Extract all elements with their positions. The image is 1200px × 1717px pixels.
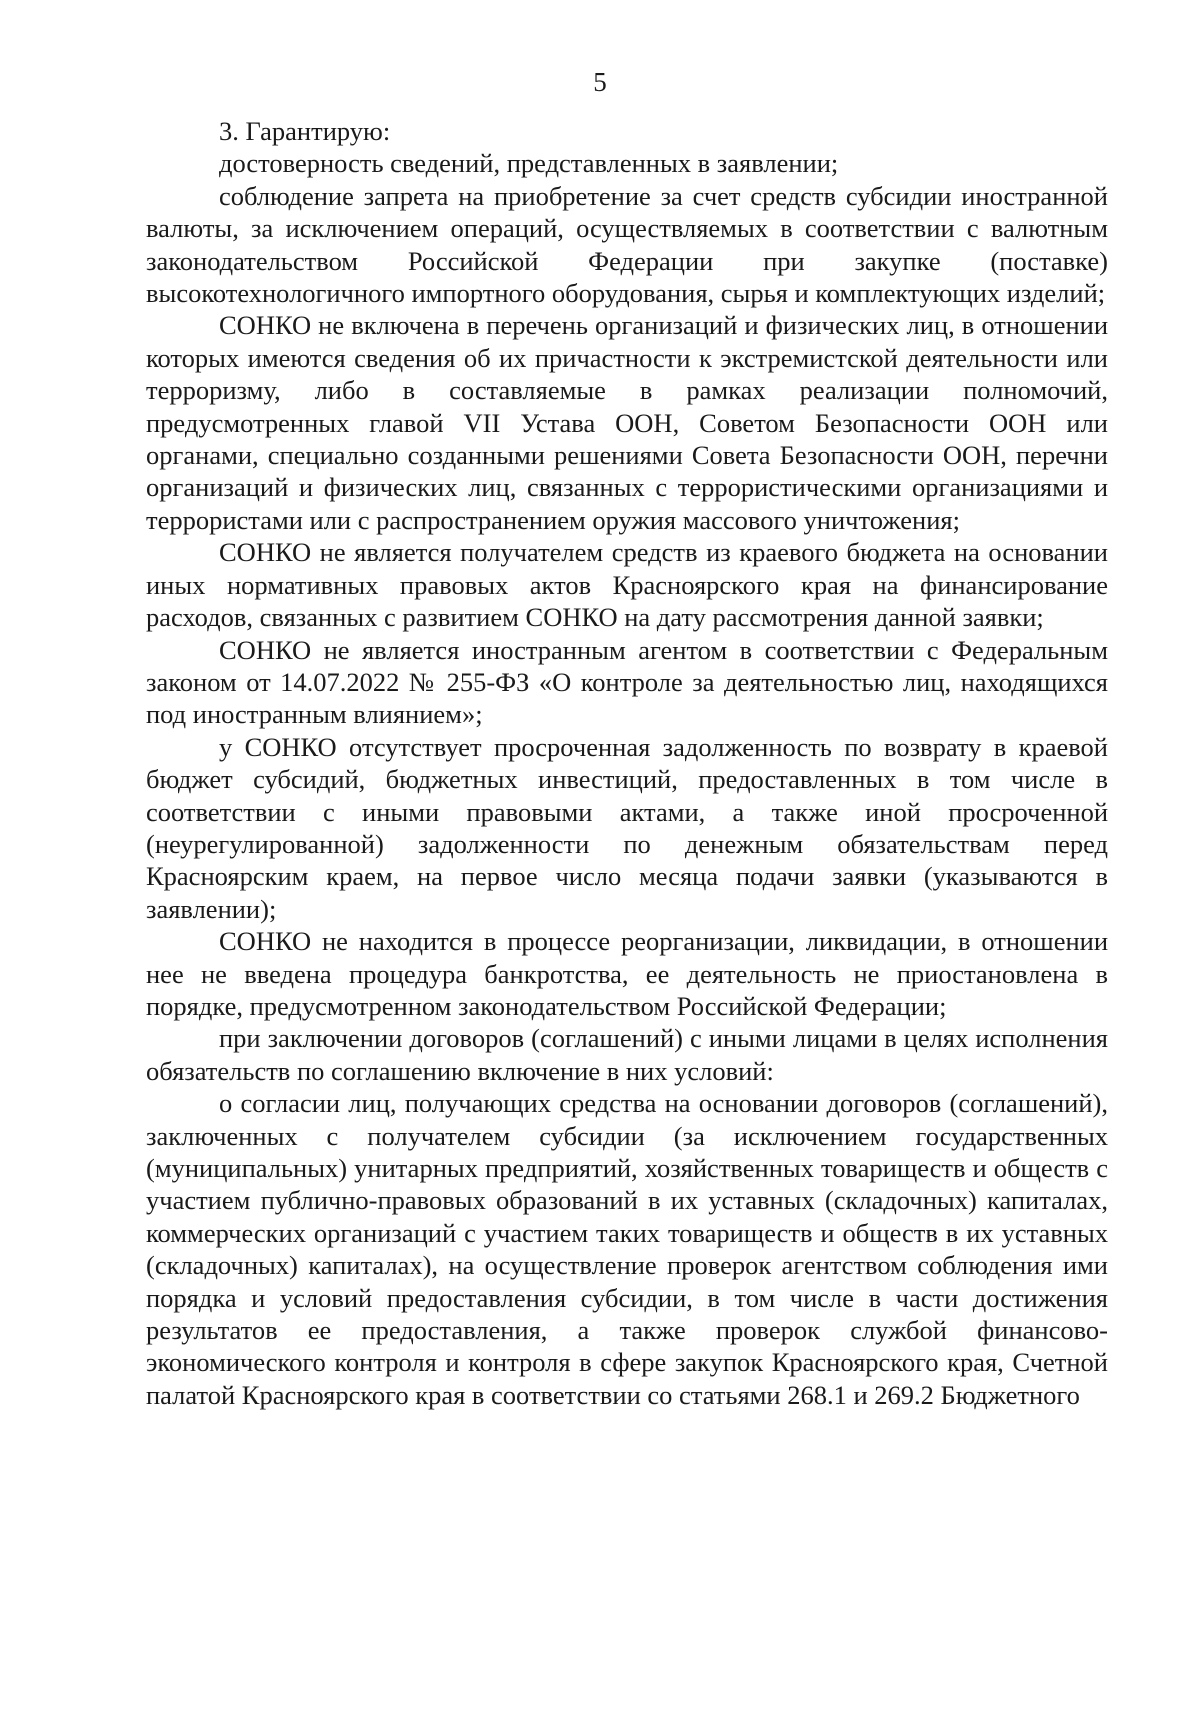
paragraph-consent: о согласии лиц, получающих средства на основании договоров (соглашений), заключенных с получателем субсидии (за исключением государственных (муниципальных) унитарных предприятий, хозяйственных товариществ и обществ с участием публично-правовых образований в их уставных (складочных) капиталах, коммерческих организаций с участием таких товариществ и обществ в их уставных (складочных) капиталах), на осуществление проверок агентством соблюдения ими порядка и условий предоставления субсидии, в том числе в части достижения результатов ее предоставления, а также проверок службой финансово-экономического контроля и контроля в сфере закупок Красноярского края, Счетной палатой Красноярского края в соответствии со статьями 268.1 и 269.2 Бюджетного <box>146 1088 1108 1410</box>
paragraph-contracts: при заключении договоров (соглашений) с иными лицами в целях исполнения обязательств по соглашению включение в них условий: <box>146 1023 1108 1086</box>
paragraph-no-reorganization: СОНКО не находится в процессе реорганизации, ликвидации, в отношении нее не введена процедура банкротства, ее деятельность не приостановлена в порядке, предусмотренном законодательством Российской Федерации; <box>146 926 1108 1021</box>
paragraph-extremism-list: СОНКО не включена в перечень организаций и физических лиц, в отношении которых имеются сведения об их причастности к экстремистской деятельности или терроризму, либо в составляемые в рамках реализации полномочий, предусмотренных главой VII Устава ООН, Советом Безопасности ООН или органами, специально созданными решениями Совета Безопасности ООН, перечни организаций и физических лиц, связанных с террористическими организациями и террористами или с распространением оружия массового уничтожения; <box>146 310 1108 535</box>
paragraph-currency-ban: соблюдение запрета на приобретение за счет средств субсидии иностранной валюты, за исключением операций, осуществляемых в соответствии с валютным законодательством Российской Федерации при закупке (поставке) высокотехнологичного импортного оборудования, сырья и комплектующих изделий; <box>146 180 1108 309</box>
paragraph-not-foreign-agent: СОНКО не является иностранным агентом в соответствии с Федеральным законом от 14.07.2022 № 255-ФЗ «О контроле за деятельностью лиц, находящихся под иностранным влиянием»; <box>146 634 1108 730</box>
document-body <box>146 115 1108 1411</box>
paragraph-not-recipient: СОНКО не является получателем средств из краевого бюджета на основании иных нормативных правовых актов Красноярского края на финансирование расходов, связанных с развитием СОНКО на дату рассмотрения данной заявки; <box>146 537 1108 633</box>
paragraph-reliability: достоверность сведений, представленных в заявлении; <box>219 148 839 179</box>
page-number: 5 <box>593 67 607 97</box>
paragraph-guarantee-heading: 3. Гарантирую: <box>219 116 391 146</box>
paragraph-no-debt: у СОНКО отсутствует просроченная задолженность по возврату в краевой бюджет субсидий, бюджетных инвестиций, предоставленных в том числе в соответствии с иными правовыми актами, а также иной просроченной (неурегулированной) задолженности по денежным обязательствам перед Красноярским краем, на первое число месяца подачи заявки (указываются в заявлении); <box>146 731 1108 924</box>
